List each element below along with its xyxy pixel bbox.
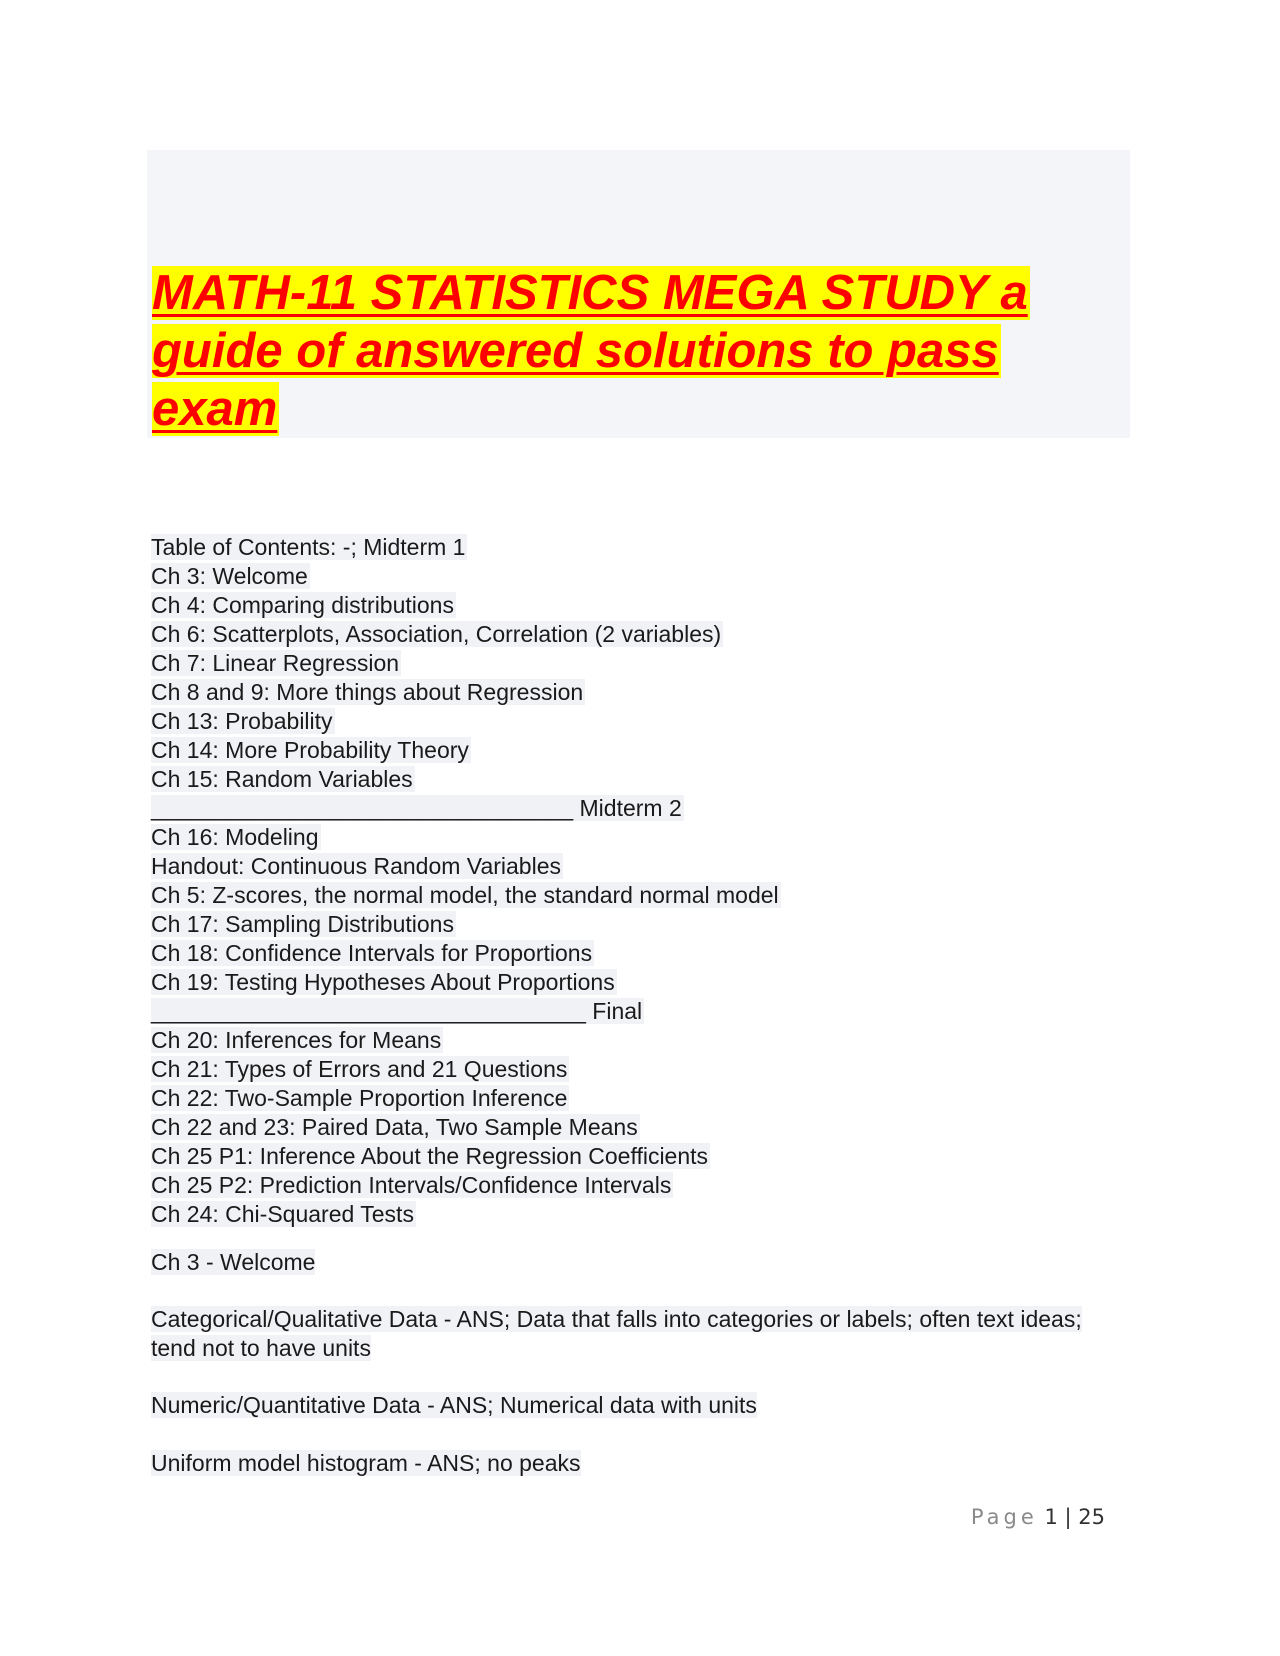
toc-line: Ch 25 P1: Inference About the Regression Coefficients xyxy=(151,1143,709,1169)
toc-line: Ch 14: More Probability Theory xyxy=(151,737,469,763)
section-heading: Ch 3 - Welcome xyxy=(151,1249,316,1275)
page-number: 1 xyxy=(1044,1505,1058,1529)
toc-line: Ch 19: Testing Hypotheses About Proportions xyxy=(151,969,615,995)
toc-line: Ch 21: Types of Errors and 21 Questions xyxy=(151,1056,568,1082)
toc-line: Ch 3: Welcome xyxy=(151,563,308,589)
total-pages: 25 xyxy=(1078,1505,1105,1529)
title-line-2: guide of answered solutions to pass xyxy=(152,324,999,378)
page-label: Page xyxy=(970,1505,1038,1529)
toc-line: Ch 24: Chi-Squared Tests xyxy=(151,1201,414,1227)
title-line-3: exam xyxy=(152,382,278,436)
qa-item: Numeric/Quantitative Data - ANS; Numerical data with units xyxy=(151,1392,757,1418)
qa-item: Uniform model histogram - ANS; no peaks xyxy=(151,1450,581,1476)
toc-divider-final: __________________________________ Final xyxy=(151,998,643,1024)
toc-line: Ch 22: Two-Sample Proportion Inference xyxy=(151,1085,568,1111)
toc-line: Table of Contents: -; Midterm 1 xyxy=(151,534,466,560)
toc-line: Ch 13: Probability xyxy=(151,708,333,734)
toc-line: Ch 15: Random Variables xyxy=(151,766,413,792)
toc-line: Ch 25 P2: Prediction Intervals/Confidence Intervals xyxy=(151,1172,672,1198)
title-line-1: MATH-11 STATISTICS MEGA STUDY a xyxy=(152,266,1028,320)
toc-line: Ch 17: Sampling Distributions xyxy=(151,911,454,937)
toc-line: Ch 8 and 9: More things about Regression xyxy=(151,679,584,705)
toc-line: Ch 22 and 23: Paired Data, Two Sample Means xyxy=(151,1114,638,1140)
toc-divider-midterm-2: _________________________________ Midterm 2 xyxy=(151,795,682,821)
table-of-contents xyxy=(151,533,1111,1229)
page-footer xyxy=(971,1505,1105,1529)
toc-line: Ch 20: Inferences for Means xyxy=(151,1027,442,1053)
qa-item: Categorical/Qualitative Data - ANS; Data that falls into categories or labels; often text ideas; tend not to have units xyxy=(151,1306,1082,1361)
toc-line: Handout: Continuous Random Variables xyxy=(151,853,561,879)
toc-line: Ch 5: Z-scores, the normal model, the standard normal model xyxy=(151,882,779,908)
toc-line: Ch 16: Modeling xyxy=(151,824,319,850)
toc-line: Ch 6: Scatterplots, Association, Correlation (2 variables) xyxy=(151,621,722,647)
toc-line: Ch 18: Confidence Intervals for Proportions xyxy=(151,940,593,966)
toc-line: Ch 7: Linear Regression xyxy=(151,650,400,676)
document-title xyxy=(152,264,1112,438)
toc-line: Ch 4: Comparing distributions xyxy=(151,592,454,618)
page-separator: | xyxy=(1064,1505,1072,1529)
